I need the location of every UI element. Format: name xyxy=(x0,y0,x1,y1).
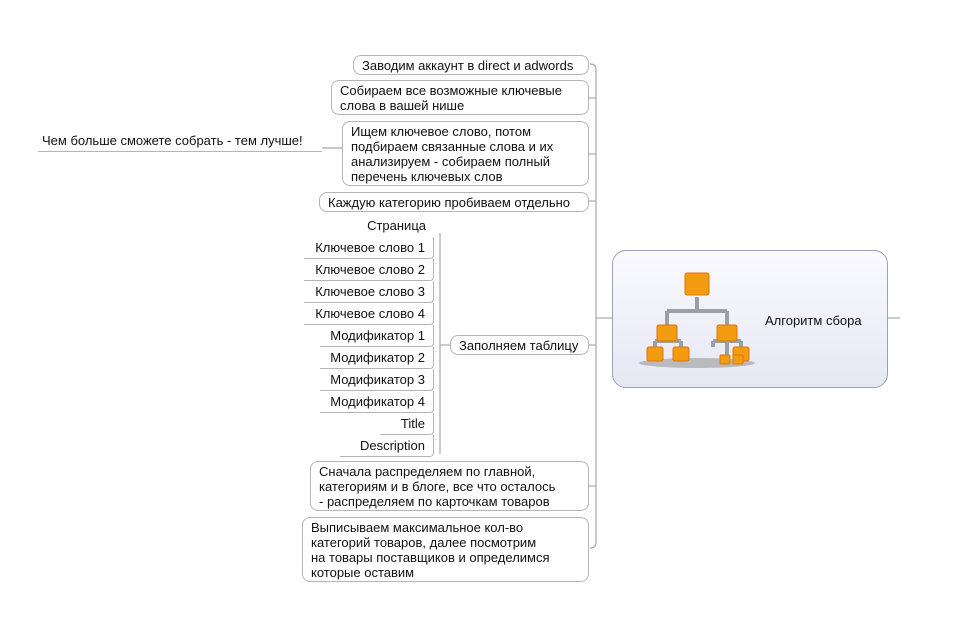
branch-accounts[interactable]: Заводим аккаунт в direct и adwords xyxy=(353,55,589,75)
branch-each-category[interactable]: Каждую категорию пробиваем отдельно xyxy=(319,192,589,212)
table-leaf-modifier-2[interactable]: Модификатор 2 xyxy=(320,347,434,369)
table-leaf-keyword-4[interactable]: Ключевое слово 4 xyxy=(304,303,434,325)
central-topic[interactable] xyxy=(612,250,888,388)
table-leaf-title[interactable]: Title xyxy=(380,413,434,435)
table-leaf-keyword-1[interactable]: Ключевое слово 1 xyxy=(304,237,434,259)
table-leaf-keyword-2[interactable]: Ключевое слово 2 xyxy=(304,259,434,281)
branch-collect-keywords[interactable]: Собираем все возможные ключевые слова в вашей нише xyxy=(331,80,589,115)
table-leaf-page[interactable]: Страница xyxy=(367,218,426,233)
table-leaf-modifier-3[interactable]: Модификатор 3 xyxy=(320,369,434,391)
branch-fill-table[interactable]: Заполняем таблицу xyxy=(450,335,589,355)
table-leaf-modifier-4[interactable]: Модификатор 4 xyxy=(320,391,434,413)
table-leaf-description[interactable]: Description xyxy=(340,435,434,457)
org-chart-icon xyxy=(635,269,755,369)
table-leaf-keyword-3[interactable]: Ключевое слово 3 xyxy=(304,281,434,303)
branch-write-categories[interactable]: Выписываем максимальное кол-во категорий товаров, далее посмотрим на товары поставщиков и определимся которые оставим xyxy=(302,517,589,582)
branch-search-keywords[interactable]: Ищем ключевое слово, потом подбираем связанные слова и их анализируем - собираем полный перечень ключевых слов xyxy=(342,121,589,186)
branch-distribute[interactable]: Сначала распределяем по главной, категориям и в блоге, все что осталось - распределяем по карточкам товаров xyxy=(310,461,589,511)
central-topic-title: Алгоритм сбора xyxy=(765,313,862,328)
search-note[interactable]: Чем больше сможете собрать - тем лучше! xyxy=(38,133,322,152)
table-leaf-modifier-1[interactable]: Модификатор 1 xyxy=(320,325,434,347)
